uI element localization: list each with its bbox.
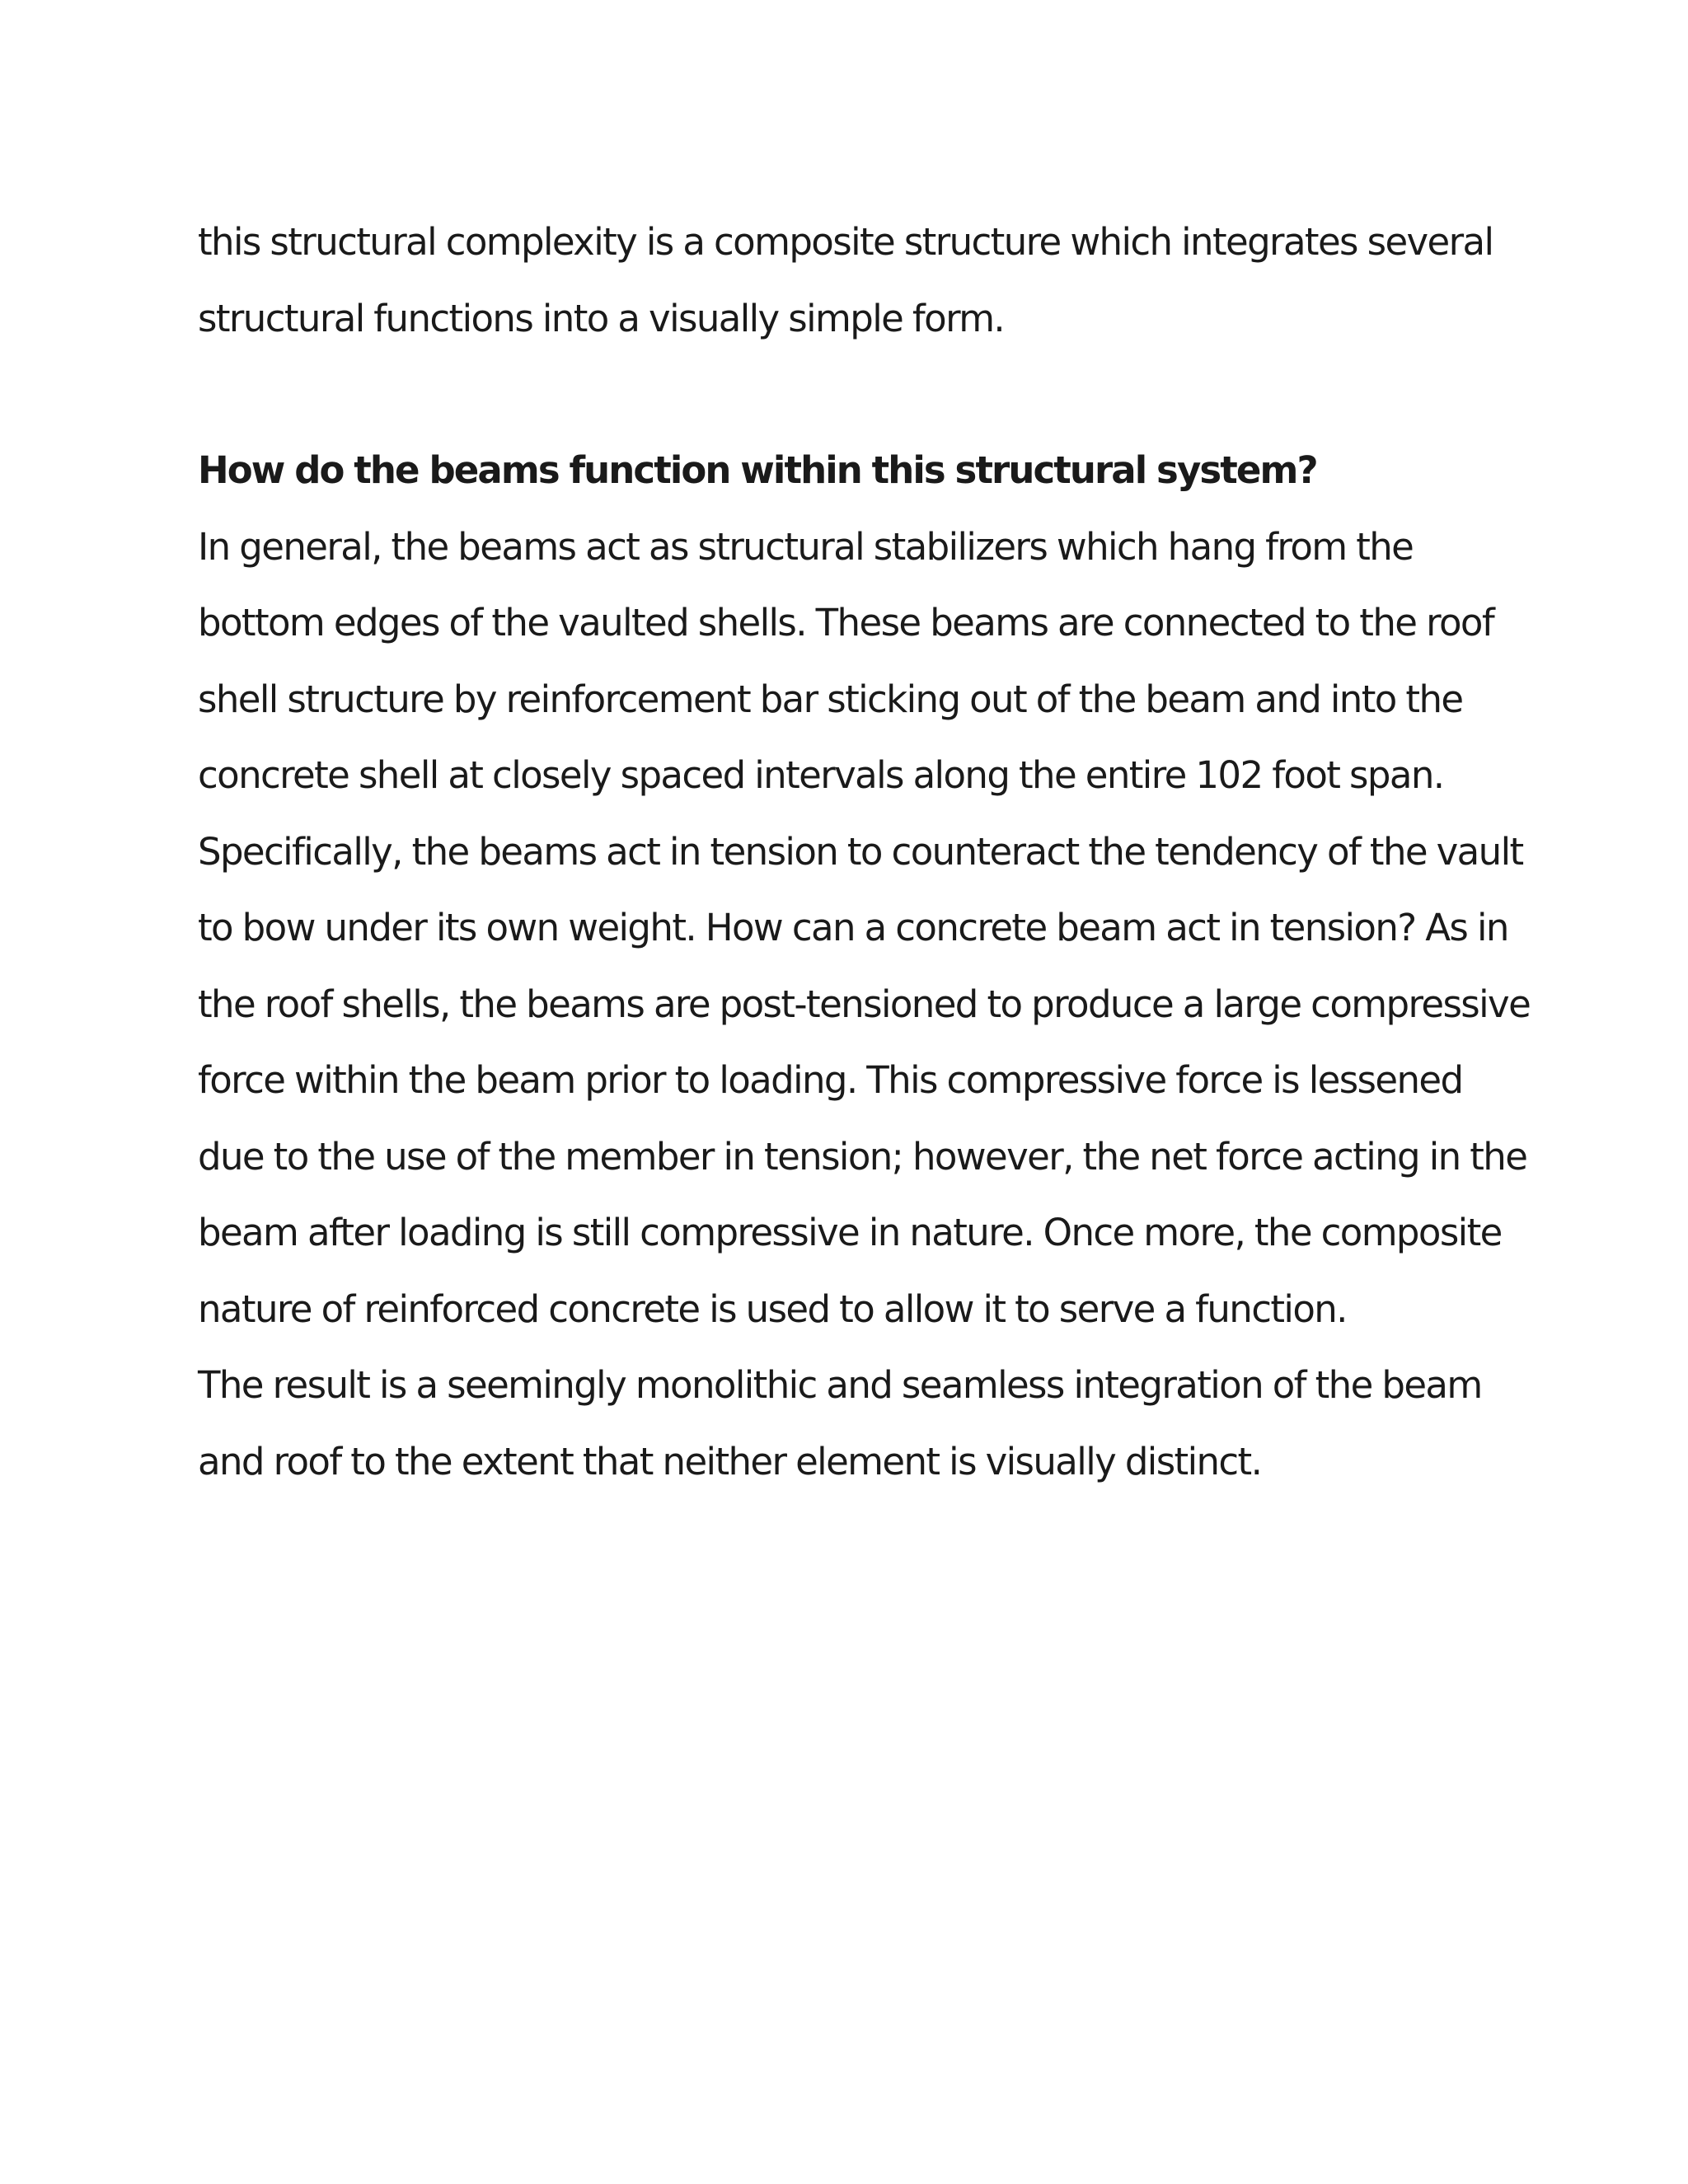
closing-paragraph: The result is a seemingly monolithic and seamless integration of the beam and roof to the extent that neither element is visually distinct.	[198, 1363, 1482, 1483]
intro-paragraph: this structural complexity is a composite structure which integrates several structural functions into a visually simple form.	[198, 220, 1493, 340]
document-page	[198, 204, 1533, 1500]
section-heading: How do the beams function within this structural system?	[198, 448, 1317, 492]
body-paragraph: In general, the beams act as structural stabilizers which hang from the bottom edges of the vaulted shells. These beams are connected to the roof shell structure by reinforcement bar sticking out of the beam and into the concrete shell at closely spaced intervals along the entire 102 foot span. Specifically, the beams act in tension to counteract the tendency of the vault to bow under its own weight. How can a concrete beam act in tension? As in the roof shells, the beams are post-tensioned to produce a large compressive force within the beam prior to loading. This compressive force is lessened due to the use of the member in tension; however, the net force acting in the beam after loading is still compressive in nature. Once more, the composite nature of reinforced concrete is used to allow it to serve a function.	[198, 524, 1531, 1331]
